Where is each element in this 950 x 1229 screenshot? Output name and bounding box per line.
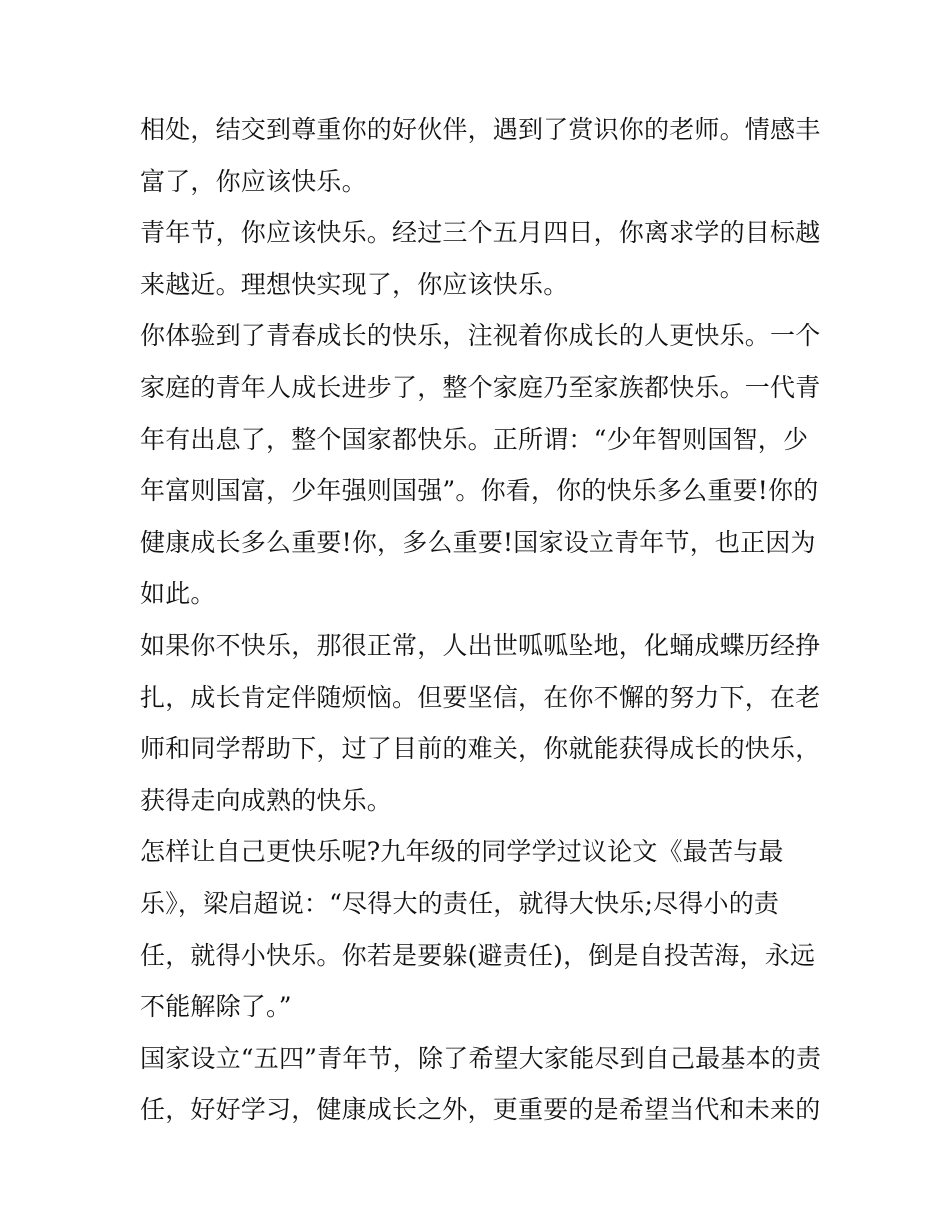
text-line: 国家设立“五四”青年节，除了希望大家能尽到自己最基本的责 [140, 1043, 822, 1073]
text-line: 来越近。理想快实现了，你应该快乐。 [140, 269, 569, 299]
text-line: 你体验到了青春成长的快乐，注视着你成长的人更快乐。一个 [140, 321, 821, 351]
paragraph-6 [140, 1033, 830, 1136]
text-line: 青年节，你应该快乐。经过三个五月四日，你离求学的目标越 [140, 218, 821, 248]
text-line: 富了，你应该快乐。 [140, 166, 367, 196]
text-line: 不能解除了。” [140, 992, 292, 1022]
paragraph-1 [140, 104, 830, 207]
paragraph-5 [140, 826, 830, 1032]
text-line: 年富则国富，少年强则国强”。你看，你的快乐多么重要!你的 [140, 476, 819, 506]
text-line: 年有出息了，整个国家都快乐。正所谓：“少年智则国智，少 [140, 424, 809, 454]
text-line: 怎样让自己更快乐呢?九年级的同学学过议论文《最苦与最 [140, 837, 784, 867]
document-body [140, 104, 830, 1136]
text-line: 任，就得小快乐。你若是要躲(避责任)，倒是自投苦海，永远 [140, 940, 816, 970]
paragraph-4 [140, 620, 830, 826]
text-line: 如果你不快乐，那很正常，人出世呱呱坠地，化蛹成蝶历经挣 [140, 630, 821, 660]
text-line: 师和同学帮助下，过了目前的难关，你就能获得成长的快乐， [140, 734, 821, 764]
text-line: 扎，成长肯定伴随烦恼。但要坚信，在你不懈的努力下，在老 [140, 682, 821, 712]
text-line: 相处，结交到尊重你的好伙伴，遇到了赏识你的老师。情感丰 [140, 115, 821, 144]
paragraph-2 [140, 207, 830, 310]
text-line: 获得走向成熟的快乐。 [140, 785, 393, 815]
text-line: 家庭的青年人成长进步了，整个家庭乃至家族都快乐。一代青 [140, 372, 821, 402]
text-line: 任，好好学习，健康成长之外，更重要的是希望当代和未来的 [140, 1095, 821, 1125]
text-line: 健康成长多么重要!你，多么重要!国家设立青年节，也正因为 [140, 527, 816, 557]
text-line: 如此。 [140, 579, 216, 609]
text-line: 乐》，梁启超说：“尽得大的责任，就得大快乐;尽得小的责 [140, 888, 780, 918]
paragraph-3 [140, 310, 830, 620]
